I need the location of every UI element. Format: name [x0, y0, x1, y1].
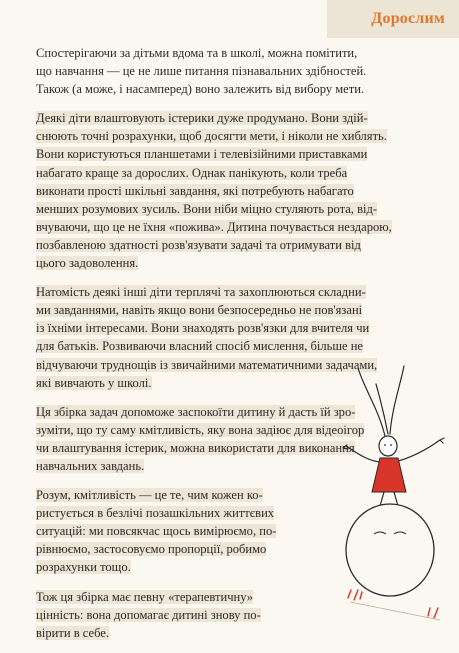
text-line: що навчання — це не лише питання пізнавальних здібностей. [36, 64, 367, 79]
text-line: Також (а може, і насамперед) воно залежить від вибору мети. [36, 82, 365, 97]
text-line: Деякі діти влаштовують істерики дуже продумано. Вони здій- [36, 111, 368, 126]
section-header [327, 0, 459, 38]
text-line: Вони користуються планшетами і телевізійними приставками [36, 147, 368, 162]
text-line: цінність: вона допомагає дитині знову по- [36, 607, 261, 622]
head [379, 436, 397, 456]
text-line: виконати прості шкільні завдання, які потребують набагато [36, 183, 354, 198]
balancing-girl-on-circle-illustration [340, 358, 450, 628]
text-line: для батьків. Розвиваючи власний спосіб мислення, більше не [36, 339, 363, 354]
text-line: із їхніми інтересами. Вони знаходять розв'язки для вчителя чи [36, 321, 370, 336]
text-line: набагато краще за дорослих. Однак панікують, коли треба [36, 165, 348, 180]
text-line: Спостерігаючи за дітьми вдома та в школі, можна помітити, [36, 46, 358, 60]
text-line: зуміти, що ту саму кмітливість, яку вона задіює для відеоігор [36, 422, 365, 437]
text-line: чи влаштування істерик, можна використати для виконання [36, 440, 355, 455]
paragraph [36, 109, 436, 272]
text-line: вчуваючи, що це не їхня «пожива». Дитина почувається нездарою, [36, 219, 392, 234]
text-line: Ця збірка задач допоможе заспокоїти дитину й дасть їй зро- [36, 404, 356, 419]
text-line: Натомість деякі інші діти терплячі та захоплюються складни- [36, 285, 366, 300]
text-line: позбавленою здатності розв'язувати задачі та отримувати від [36, 237, 361, 252]
text-line: навчальних завдань. [36, 458, 145, 473]
text-line: менших розумових зусиль. Вони ніби міцно стуляють рота, від- [36, 201, 378, 216]
red-dress [372, 458, 406, 492]
section-title: Дорослим [371, 10, 445, 27]
text-line: рівнюємо, застосовуємо пропорції, робимо [36, 542, 267, 557]
text-line: які вивчають у школі. [36, 375, 152, 390]
text-line: Розум, кмітливість — це те, чим кожен ко- [36, 488, 263, 503]
circle-ball [346, 504, 434, 596]
text-line: ристується в безлічі позашкільних життєвих [36, 506, 275, 521]
text-line: відчуваючи труднощів із звичайними математичними задачами, [36, 357, 378, 372]
hair-strands [358, 366, 404, 436]
text-line: ситуацій: ми повсякчас щось вимірюємо, по- [36, 524, 277, 539]
paragraph [36, 44, 436, 98]
text-line: розрахунки тощо. [36, 560, 131, 575]
text-line: вірити в себе. [36, 625, 110, 640]
text-line: снюють точні розрахунки, щоб досягти мети, і ніколи не хиблять. [36, 129, 387, 144]
text-line: Тож ця збірка має певну «терапевтичну» [36, 589, 254, 604]
text-line: цього задоволення. [36, 256, 139, 271]
text-line: ми завданнями, навіть якщо вони безпосередньо не пов'язані [36, 303, 363, 318]
